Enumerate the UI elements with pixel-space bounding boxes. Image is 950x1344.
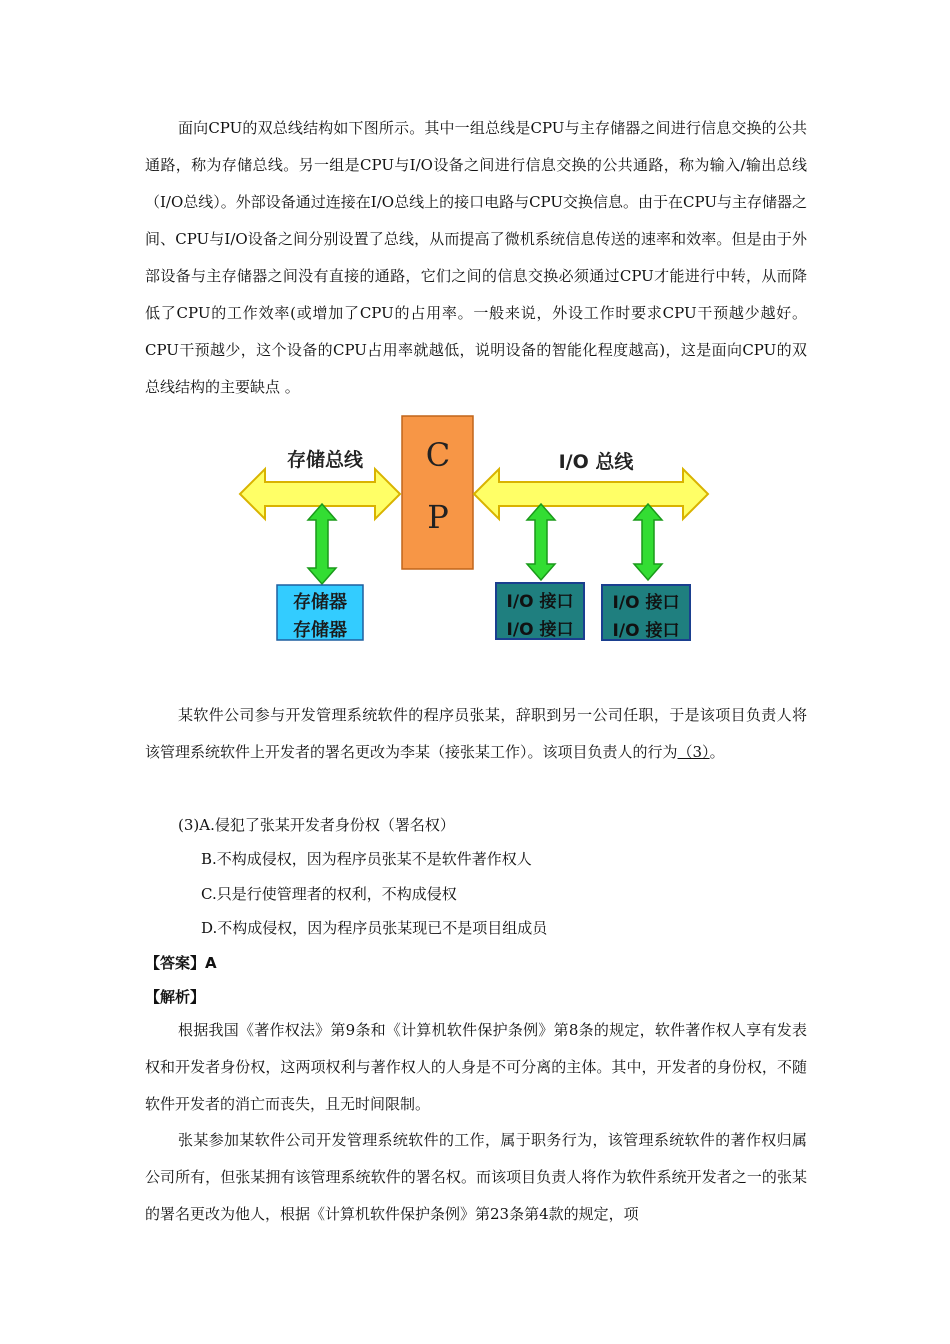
analysis-paragraph-1: 根据我国《著作权法》第9条和《计算机软件保护条例》第8条的规定，软件著作权人享有发表权和开发者身份权，这两项权利与著作权人的人身是不可分离的主体。其中，开发者的身份权，不随软件开发者的消亡而丧失，且无时间限制。 (145, 1021, 807, 1113)
dual-bus-diagram (0, 408, 950, 658)
io-box1-label-2: I/O 接口 (506, 620, 574, 640)
cpu-label-c: C (425, 436, 451, 474)
intro-paragraph: 面向CPU的双总线结构如下图所示。其中一组总线是CPU与主存储器之间进行信息交换的公共通路，称为存储总线。另一组是CPU与I/O设备之间进行信息交换的公共通路，称为输入/输出总线（I/O总线）。外部设备通过连接在I/O总线上的接口电路与CPU交换信息。由于在CPU与主存储器之间、CPU与I/O设备之间分别设置了总线，从而提高了微机系统信息传送的速率和效率。但是由于外部设备与主存储器之间没有直接的通路，它们之间的信息交换必须通过CPU才能进行中转，从而降低了CPU的工作效率(或增加了CPU的占用率。一般来说，外设工作时要求CPU干预越少越好。CPU干预越少，这个设备的CPU占用率就越低，说明设备的智能化程度越高)，这是面向CPU的双总线结构的主要缺点 。 (145, 119, 807, 396)
memory-box-label-2: 存储器 (293, 620, 347, 641)
storage-bus-label: 存储总线 (286, 449, 364, 471)
analysis-paragraph-2: 张某参加某软件公司开发管理系统软件的工作，属于职务行为，该管理系统软件的著作权归属公司所有，但张某拥有该管理系统软件的署名权。而该项目负责人将作为软件系统开发者之一的张某的署名更改为他人，根据《计算机软件保护条例》第23条第4款的规定，项 (145, 1131, 807, 1223)
io-box2-label-1: I/O 接口 (612, 593, 680, 613)
option-d: D.不构成侵权，因为程序员张某现已不是项目组成员 (201, 919, 548, 937)
io-box2-label-2: I/O 接口 (612, 621, 680, 641)
io-bus-arrow (474, 469, 708, 519)
io-box1-label-1: I/O 接口 (506, 592, 574, 612)
io-bus-label: I/O 总线 (558, 451, 634, 473)
analysis-label: 【解析】 (145, 988, 206, 1006)
answer-row (145, 953, 217, 973)
memory-box-label-1: 存储器 (293, 592, 347, 613)
question-stem-text: 某软件公司参与开发管理系统软件的程序员张某，辞职到另一公司任职，于是该项目负责人将该管理系统软件上开发者的署名更改为李某（接张某工作）。该项目负责人的行为 (145, 706, 807, 761)
io-link-arrow-1 (527, 504, 555, 580)
memory-link-arrow (308, 504, 336, 584)
question-stem (145, 697, 807, 771)
option-b: B.不构成侵权，因为程序员张某不是软件著作权人 (201, 850, 532, 868)
option-c: C.只是行使管理者的权利，不构成侵权 (201, 885, 457, 903)
cpu-label-p: P (427, 498, 449, 536)
answer-label: 【答案】 (145, 954, 206, 972)
question-blank: （3） (677, 743, 710, 761)
option-a: (3)A.侵犯了张某开发者身份权（署名权） (178, 816, 455, 834)
answer-value: A (205, 954, 217, 972)
question-stem-end: 。 (709, 743, 725, 761)
io-link-arrow-2 (634, 504, 662, 580)
